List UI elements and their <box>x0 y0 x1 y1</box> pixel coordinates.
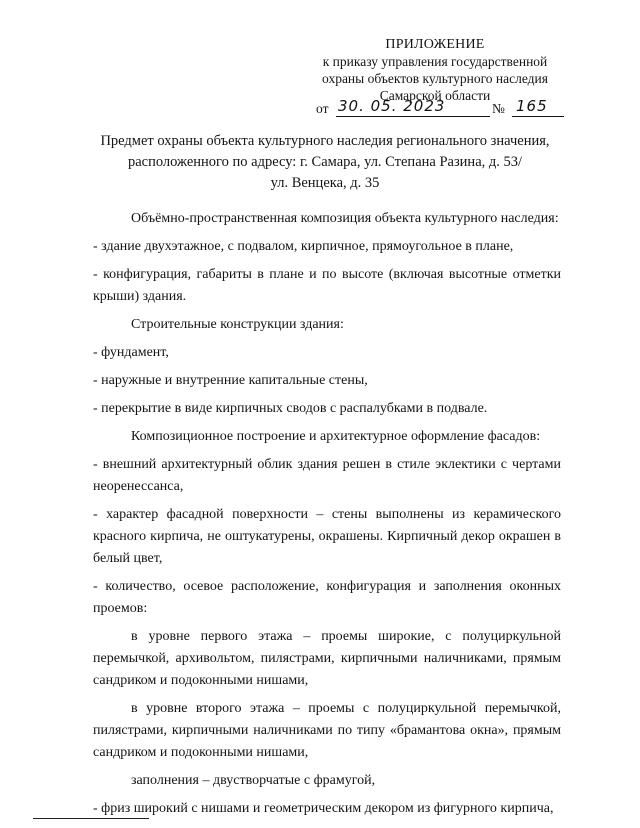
footnote-rule <box>33 818 149 819</box>
paragraph: - конфигурация, габариты в плане и по высоте (включая высотные отметки крыши) здания. <box>93 267 561 304</box>
paragraph: - внешний архитектурный облик здания решен в стиле эклектики с чертами неоренессанса, <box>93 457 561 494</box>
paragraph: в уровне второго этажа – проемы с полуциркульной перемычкой, пилястрами, кирпичными наличниками по типу «брамантова окна», прямым сандриком и подоконными нишами, <box>93 701 561 760</box>
title-line-2: расположенного по адресу: г. Самара, ул. Степана Разина, д. 53/ <box>127 154 523 170</box>
appendix-block <box>305 36 565 104</box>
paragraph: - перекрытие в виде кирпичных сводов с распалубками в подвале. <box>93 401 488 416</box>
paragraph: - характер фасадной поверхности – стены выполнены из керамического красного кирпича, не оштукатурены, окрашены. Кирпичный декор окрашен в белый цвет, <box>93 507 561 566</box>
paragraph: - здание двухэтажное, с подвалом, кирпичное, прямоугольное в плане, <box>93 239 514 254</box>
date-underline <box>336 116 490 117</box>
order-number: 165 <box>516 97 548 115</box>
paragraph: Строительные конструкции здания: <box>131 317 344 332</box>
title-line-1: Предмет охраны объекта культурного наследия регионального значения, <box>100 133 550 149</box>
paragraph: Композиционное построение и архитектурное оформление фасадов: <box>131 429 541 444</box>
number-underline <box>512 116 564 117</box>
order-date-number <box>316 99 566 119</box>
number-label: № <box>492 101 505 116</box>
appendix-line-1: к приказу управления государственной <box>322 54 548 69</box>
paragraph: - фундамент, <box>93 345 169 360</box>
from-label: от <box>316 101 329 116</box>
paragraph: в уровне первого этажа – проемы широкие, с полуциркульной перемычкой, архивольтом, пилястрами, кирпичными наличниками, прямым сандриком и подоконными нишами, <box>93 629 561 688</box>
paragraph: - фриз широкий с нишами и геометрическим декором из фигурного кирпича, <box>93 801 554 816</box>
document-title <box>90 131 560 194</box>
appendix-line-3: Самарской области <box>379 88 491 103</box>
title-line-3: ул. Венцека, д. 35 <box>270 175 380 191</box>
paragraph: Объёмно-пространственная композиция объекта культурного наследия: <box>131 211 559 226</box>
paragraph: заполнения – двустворчатые с фрамугой, <box>131 773 376 788</box>
order-date: 30. 05. 2023 <box>338 97 446 115</box>
paragraph: - количество, осевое расположение, конфигурация и заполнения оконных проемов: <box>93 579 561 616</box>
appendix-line-2: охраны объектов культурного наследия <box>322 71 548 86</box>
document-body <box>93 208 561 820</box>
paragraph: - наружные и внутренние капитальные стены, <box>93 373 368 388</box>
appendix-title: ПРИЛОЖЕНИЕ <box>385 37 485 52</box>
